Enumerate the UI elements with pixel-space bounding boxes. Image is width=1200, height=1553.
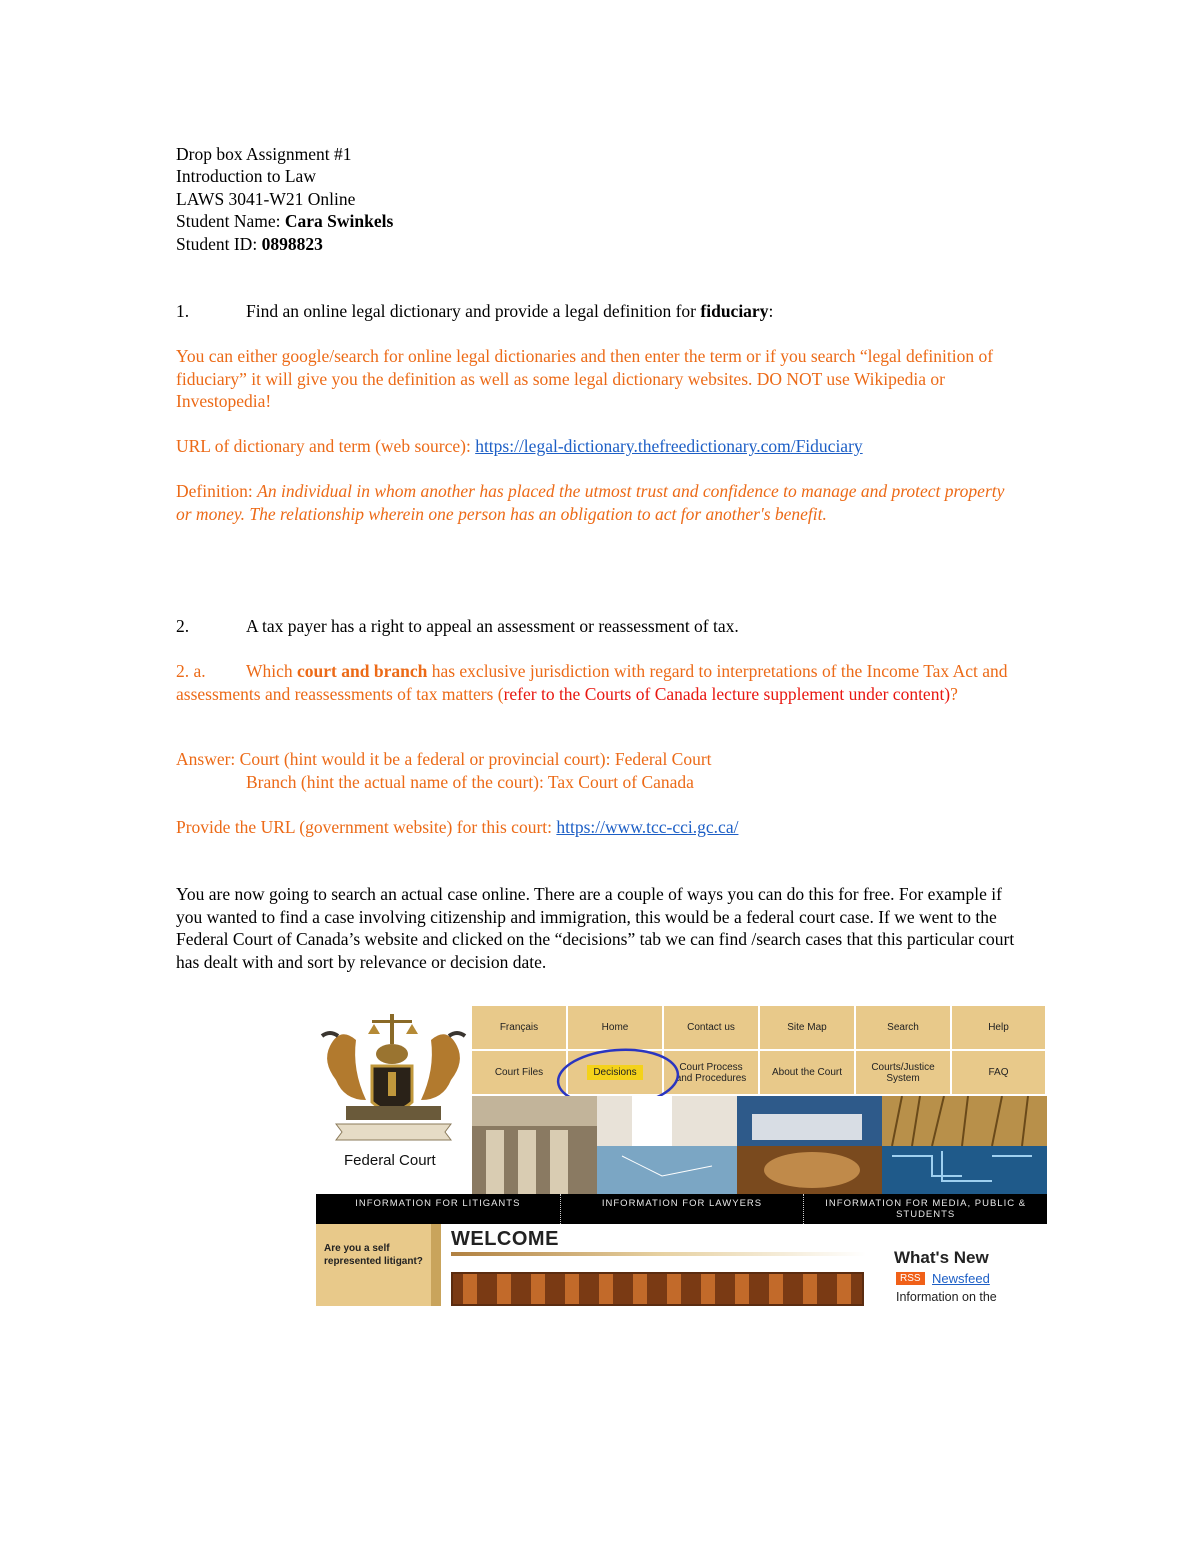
- rss-icon[interactable]: RSS: [896, 1272, 925, 1285]
- whats-new-heading: What's New: [894, 1248, 989, 1267]
- info-litigants-tab[interactable]: INFORMATION FOR LITIGANTS: [355, 1198, 521, 1209]
- q1-url-label: URL of dictionary and term (web source):: [176, 436, 476, 456]
- q1-instructions: You can either google/search for online legal dictionaries and then enter the term or if you search “legal definition of fiduciary” it will give you the definition as well as some legal dictionary websites. DO NOT use Wikipedia or Investopedia!: [176, 346, 994, 411]
- case-search-paragraph: You are now going to search an actual case online. There are a couple of ways you can do this for free. For example if you wanted to find a case involving citizenship and immigration, this would be a federal court case. If we went to the Federal Court of Canada’s website and clicked on the “decisions” tab we can find /search cases that this particular court has dealt with and sort by relevance or decision date.: [176, 884, 1015, 972]
- self-represented-box[interactable]: Are you a self represented litigant?: [316, 1224, 431, 1306]
- nav-court-process-label: Court Process and Procedures: [675, 1061, 747, 1084]
- student-id: 0898823: [261, 234, 323, 254]
- information-tabs: [316, 1194, 1047, 1224]
- definition-label: Definition:: [176, 481, 258, 501]
- divider-bar: [431, 1224, 441, 1306]
- question-2a-text-2: has exclusive jurisdiction with regard to interpretations of the Income Tax Act and assessments and reassessments of tax matters (: [176, 661, 1008, 704]
- student-name: Cara Swinkels: [284, 211, 394, 231]
- course-title: Introduction to Law: [176, 166, 316, 186]
- welcome-heading: WELCOME: [451, 1228, 559, 1250]
- provide-url-label: Provide the URL (government website) for this court:: [176, 817, 557, 837]
- provide-url-line: [176, 816, 738, 839]
- question-1-text: Find an online legal dictionary and provide a legal definition for: [246, 301, 701, 321]
- student-id-line: [176, 233, 323, 256]
- tax-court-link[interactable]: https://www.tcc-cci.gc.ca/: [556, 817, 739, 837]
- nav-search-label: Search: [887, 1022, 919, 1033]
- question-1-colon: :: [768, 301, 774, 321]
- course-code: LAWS 3041-W21 Online: [176, 189, 356, 209]
- answer-branch: Branch (hint the actual name of the court): Tax Court of Canada: [246, 772, 694, 792]
- definition-text: An individual in whom another has placed the utmost trust and confidence to manage and protect property or money. The relationship wherein one person has an obligation to act for another's benefit.: [176, 481, 1005, 524]
- newsfeed-link[interactable]: Newsfeed: [932, 1271, 990, 1286]
- q1-definition: [176, 480, 1006, 525]
- assignment-title: Drop box Assignment #1: [176, 144, 352, 164]
- nav-contact-label: Contact us: [687, 1022, 735, 1033]
- info-lawyers-tab[interactable]: INFORMATION FOR LAWYERS: [560, 1194, 804, 1224]
- nav-courts-justice-label: Courts/Justice System: [871, 1061, 935, 1084]
- question-1-term: fiduciary: [700, 301, 769, 321]
- info-media-tab[interactable]: INFORMATION FOR MEDIA, PUBLIC & STUDENTS: [803, 1194, 1047, 1224]
- question-2-text: A tax payer has a right to appeal an assessment or reassessment of tax.: [246, 616, 739, 636]
- student-name-label: Student Name:: [176, 211, 285, 231]
- question-2-number: 2.: [176, 616, 190, 636]
- answer-label: Answer:: [176, 749, 240, 769]
- header-photo-collage: [472, 1096, 1047, 1194]
- collage-image-icon: [472, 1096, 1047, 1194]
- nav-home-label: Home: [601, 1022, 629, 1033]
- nav-about[interactable]: [760, 1051, 856, 1096]
- nav-help[interactable]: [952, 1006, 1047, 1051]
- nav-francais-label: Français: [499, 1022, 539, 1033]
- question-2a-red: refer to the Courts of Canada lecture supplement under content): [503, 683, 951, 704]
- welcome-image: [451, 1272, 864, 1306]
- question-2a-end: ?: [950, 683, 958, 704]
- answer-court: Court (hint would it be a federal or provincial court): Federal Court: [239, 749, 712, 769]
- nav-faq[interactable]: [952, 1051, 1047, 1096]
- dictionary-link[interactable]: https://legal-dictionary.thefreedictionary.com/Fiduciary: [475, 436, 863, 456]
- nav-faq-label: FAQ: [988, 1067, 1009, 1078]
- federal-court-website-screenshot: [316, 1006, 1047, 1306]
- question-2a-text-1: Which: [246, 661, 298, 681]
- courtroom-wood-icon: [453, 1274, 864, 1306]
- student-id-label: Student ID:: [176, 234, 262, 254]
- nav-about-label: About the Court: [771, 1067, 843, 1078]
- q1-url-line: [176, 435, 863, 458]
- nav-help-label: Help: [988, 1022, 1009, 1033]
- question-2a-number: 2. a.: [176, 661, 206, 681]
- nav-decisions-label: Decisions: [587, 1065, 642, 1080]
- nav-site-map[interactable]: [760, 1006, 856, 1051]
- student-name-line: [176, 210, 393, 233]
- coat-of-arms-icon: [316, 1006, 471, 1151]
- crest-label: Federal Court: [344, 1152, 436, 1169]
- nav-court-files-label: Court Files: [494, 1067, 544, 1078]
- question-2: [176, 615, 739, 638]
- answer-court-line: [176, 748, 712, 771]
- question-2a: [176, 660, 1026, 705]
- whats-new-item: Information on the: [896, 1290, 997, 1304]
- nav-courts-justice[interactable]: [856, 1051, 952, 1096]
- welcome-underline: [451, 1252, 866, 1256]
- question-2a-bold: court and branch: [297, 661, 428, 681]
- nav-search[interactable]: [856, 1006, 952, 1051]
- federal-court-crest: [316, 1006, 471, 1194]
- question-1-number: 1.: [176, 301, 190, 321]
- nav-site-map-label: Site Map: [787, 1022, 827, 1033]
- question-1: [176, 300, 773, 323]
